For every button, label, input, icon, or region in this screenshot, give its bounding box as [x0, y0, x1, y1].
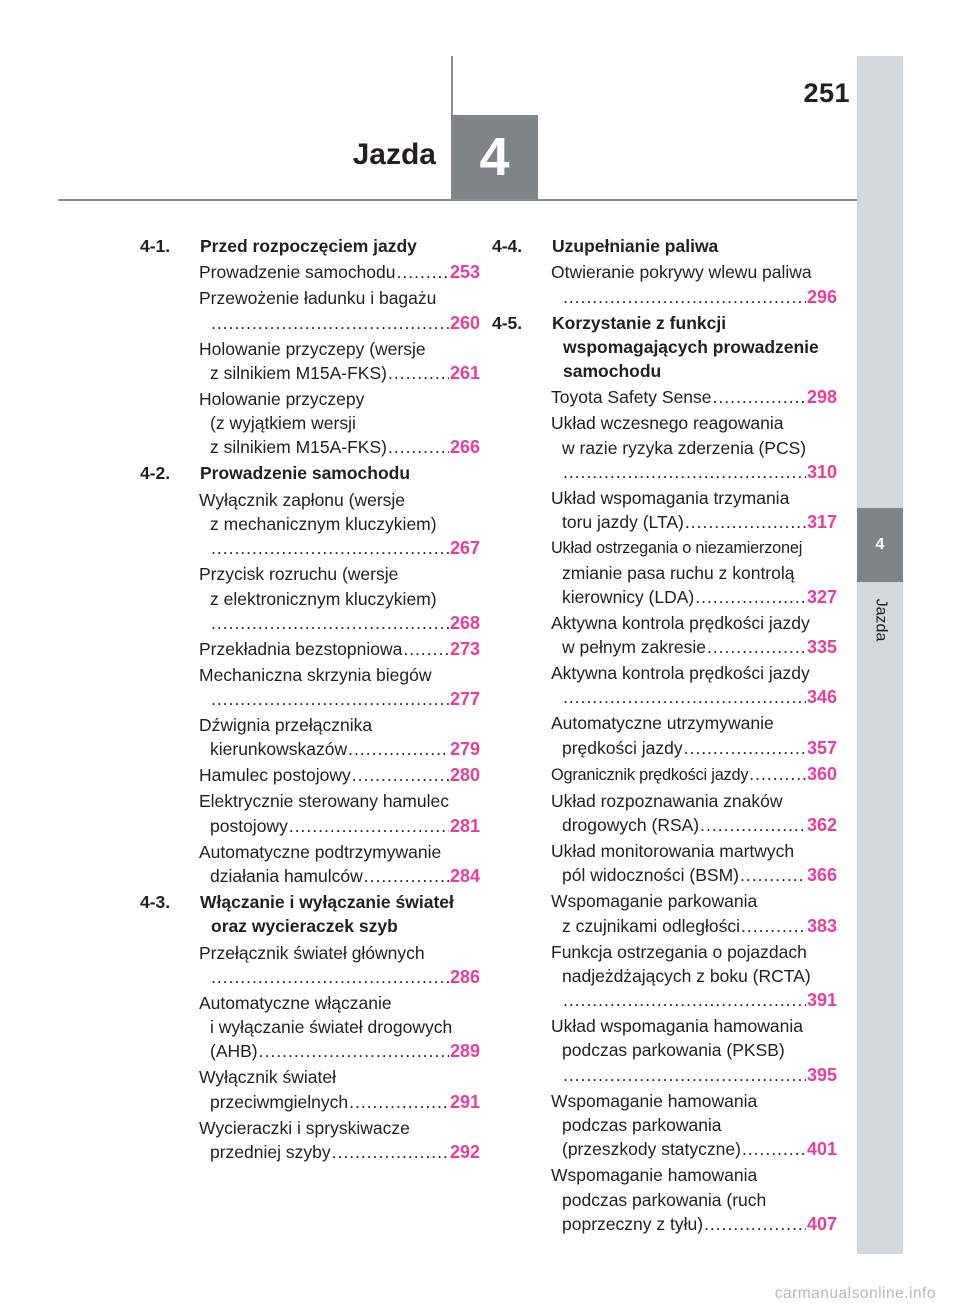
dot-leader — [388, 435, 449, 459]
page-link[interactable]: 310 — [806, 462, 837, 483]
toc-entry[interactable] — [140, 663, 480, 712]
entry-last-line — [551, 1137, 837, 1161]
page-number: 251 — [803, 78, 850, 108]
toc-entry[interactable] — [492, 260, 837, 309]
section-heading — [140, 234, 480, 258]
dot-leader — [563, 1063, 806, 1087]
watermark: carmanualsonline.info — [774, 1285, 936, 1302]
entry-text-line: (AHB) — [210, 1041, 258, 1062]
page-link[interactable]: 362 — [806, 815, 837, 836]
entry-text-line: z czujnikami odległości — [562, 915, 740, 936]
entry-last-line — [199, 763, 480, 787]
toc-entry[interactable] — [492, 486, 837, 535]
section-title-line: Uzupełnianie paliwa — [552, 236, 719, 256]
entry-text-line: przedniej szyby — [210, 1142, 331, 1162]
page-link[interactable]: 286 — [449, 966, 480, 987]
page-link[interactable]: 291 — [449, 1091, 480, 1112]
page-link[interactable]: 280 — [449, 765, 480, 786]
toc-entry[interactable] — [140, 488, 480, 561]
dot-leader — [349, 1090, 449, 1114]
section-heading — [140, 461, 480, 485]
toc-entry[interactable] — [492, 1089, 837, 1162]
dot-leader — [685, 510, 806, 534]
chapter-title: Jazda — [352, 138, 436, 171]
entry-text-line: Wspomaganie hamowania — [551, 1090, 758, 1111]
entry-text-line: Holowanie przyczepy — [199, 388, 365, 409]
entry-text-line: postojowy — [210, 815, 288, 836]
entry-text-line: Przycisk rozruchu (wersje — [199, 564, 399, 585]
toc-section — [492, 311, 837, 1237]
dot-leader — [332, 1140, 449, 1164]
chapter-number-box — [451, 115, 538, 199]
toc-section — [492, 234, 837, 309]
section-title-line: wspomagających prowadzenie — [563, 336, 819, 357]
entry-last-line — [551, 736, 837, 760]
page-link[interactable]: 360 — [806, 763, 837, 784]
entry-text-line: Układ wspomagania trzymania — [551, 488, 790, 509]
entry-text-line: prędkości jazdy — [562, 737, 683, 758]
section-title — [198, 461, 480, 485]
toc-entry[interactable] — [492, 385, 837, 409]
page-link[interactable]: 268 — [449, 612, 480, 633]
entry-text-line: drogowych (RSA) — [562, 815, 700, 836]
dot-leader — [364, 864, 449, 888]
dot-leader — [211, 687, 449, 711]
dot-leader — [211, 311, 449, 335]
entry-last-line — [199, 435, 480, 459]
toc-entry[interactable] — [140, 789, 480, 838]
page-link[interactable]: 266 — [449, 437, 480, 458]
entry-text-line: podczas parkowania (ruch — [562, 1189, 767, 1210]
side-tab-number: 4 — [875, 536, 885, 553]
entry-text-line: Dźwignia przełącznika — [199, 715, 373, 736]
page-link[interactable]: 395 — [806, 1064, 837, 1085]
toc-entry[interactable] — [140, 763, 480, 787]
entry-text-line: Automatyczne podtrzymywanie — [199, 841, 442, 862]
toc-entry[interactable] — [492, 611, 837, 660]
entry-last-line — [199, 687, 480, 711]
entry-last-line — [199, 737, 480, 761]
page-link[interactable]: 273 — [449, 638, 480, 659]
dot-leader — [211, 965, 449, 989]
dot-leader — [741, 914, 806, 938]
entry-text-line: Mechaniczna skrzynia biegów — [199, 664, 432, 685]
page-link[interactable]: 383 — [806, 915, 837, 936]
entry-last-line — [199, 311, 480, 335]
page-link[interactable]: 260 — [449, 312, 480, 333]
entry-text-line: Układ ostrzegania o niezamierzonej — [551, 539, 803, 558]
toc-entry[interactable] — [140, 713, 480, 762]
page-link[interactable]: 317 — [806, 512, 837, 533]
entry-last-line — [199, 611, 480, 635]
section-number: 4-4. — [492, 236, 523, 256]
page-link[interactable]: 281 — [449, 815, 480, 836]
toc-entry[interactable] — [140, 991, 480, 1064]
toc-entry[interactable] — [492, 789, 837, 838]
dot-leader — [563, 460, 806, 484]
page-link[interactable]: 261 — [449, 362, 480, 383]
side-label-text: Jazda — [871, 598, 889, 642]
entry-text-line: kierownicy (LDA) — [562, 586, 695, 607]
toc-entry[interactable] — [140, 337, 480, 386]
entry-text-line: z elektronicznym kluczykiem) — [210, 588, 437, 609]
dot-leader — [403, 637, 449, 661]
dot-leader — [684, 736, 806, 760]
entry-text-line: podczas parkowania (PKSB) — [562, 1040, 785, 1061]
dot-leader — [348, 737, 449, 761]
entry-text-line: Holowanie przyczepy (wersje — [199, 338, 426, 359]
page-link[interactable]: 401 — [806, 1139, 837, 1160]
dot-leader — [695, 585, 806, 609]
entry-last-line — [551, 762, 837, 787]
entry-text-line: pól widoczności (BSM) — [562, 865, 739, 886]
section-heading — [492, 234, 837, 258]
entry-text-line: Prowadzenie samochodu — [199, 262, 396, 283]
entry-last-line — [551, 1063, 837, 1087]
toc-entry[interactable] — [492, 411, 837, 484]
page-link[interactable]: 284 — [449, 865, 480, 886]
toc-entry[interactable] — [140, 1116, 480, 1165]
toc-entry[interactable] — [140, 637, 480, 661]
entry-text-line: Aktywna kontrola prędkości jazdy — [551, 663, 810, 684]
dot-leader — [563, 685, 806, 709]
entry-text-line: Elektrycznie sterowany hamulec — [199, 791, 449, 812]
entry-text-line: Automatyczne utrzymywanie — [551, 713, 774, 734]
entry-last-line — [199, 260, 480, 284]
entry-last-line — [199, 1039, 480, 1063]
toc-entry[interactable] — [140, 840, 480, 889]
dot-leader — [713, 385, 806, 409]
dot-leader — [289, 814, 449, 838]
entry-last-line — [199, 864, 480, 888]
toc-section — [140, 890, 480, 1164]
dot-leader — [707, 635, 806, 659]
section-title — [198, 890, 480, 939]
toc-entry[interactable] — [492, 762, 837, 787]
section-title — [550, 234, 837, 258]
entry-text-line: Ogranicznik prędkości jazdy — [551, 765, 749, 784]
entry-text-line: Automatyczne włączanie — [199, 992, 392, 1013]
page-link[interactable]: 335 — [806, 637, 837, 658]
entry-last-line — [199, 637, 480, 661]
dot-leader — [388, 361, 449, 385]
entry-text-line: nadjeżdżających z boku (RCTA) — [562, 965, 811, 986]
entry-text-line: Wspomaganie hamowania — [551, 1165, 758, 1186]
toc-entry[interactable] — [140, 562, 480, 635]
toc-entry[interactable] — [492, 711, 837, 760]
dot-leader — [211, 611, 449, 635]
chapter-number: 4 — [479, 127, 510, 187]
entry-text-line: Wspomaganie parkowania — [551, 891, 758, 912]
section-number: 4-5. — [492, 312, 523, 333]
toc-entry[interactable] — [492, 940, 837, 1013]
page-link[interactable]: 298 — [806, 387, 837, 408]
section-title-line: Włączanie i wyłączanie świateł — [200, 891, 454, 912]
section-title-line: Przed rozpoczęciem jazdy — [200, 236, 417, 256]
entry-last-line — [199, 361, 480, 385]
page-link[interactable]: 267 — [449, 538, 480, 559]
entry-text-line: Przewożenie ładunku i bagażu — [199, 288, 437, 309]
page-link[interactable]: 391 — [806, 990, 837, 1011]
toc-section — [140, 234, 480, 460]
entry-text-line: w pełnym zakresie — [562, 637, 706, 658]
dot-leader — [397, 260, 449, 284]
toc-entry[interactable] — [492, 661, 837, 710]
section-title-line: oraz wycieraczek szyb — [211, 916, 398, 937]
entry-last-line — [551, 460, 837, 484]
section-number: 4-1. — [140, 236, 171, 256]
toc-section — [140, 461, 480, 888]
entry-text-line: Układ wspomagania hamowania — [551, 1016, 803, 1037]
entry-text-line: Przekładnia bezstopniowa — [199, 638, 403, 659]
side-thumb-strip — [857, 56, 903, 1254]
entry-text-line: Przełącznik świateł głównych — [199, 942, 425, 963]
toc-entry[interactable] — [492, 839, 837, 888]
entry-text-line: Toyota Safety Sense — [551, 387, 712, 408]
dot-leader — [700, 813, 806, 837]
entry-last-line — [551, 635, 837, 659]
entry-text-line: Funkcja ostrzegania o pojazdach — [551, 941, 807, 962]
page-link[interactable]: 289 — [449, 1041, 480, 1062]
dot-leader — [211, 536, 449, 560]
dot-leader — [704, 1212, 806, 1236]
entry-text-line: z mechanicznym kluczykiem) — [210, 514, 437, 535]
page-link[interactable]: 327 — [806, 586, 837, 607]
entry-text-line: toru jazdy (LTA) — [562, 512, 684, 533]
entry-text-line: w razie ryzyka zderzenia (PCS) — [562, 437, 807, 458]
dot-leader — [740, 863, 806, 887]
page-link[interactable]: 279 — [449, 739, 480, 760]
toc-left-column — [140, 234, 480, 1166]
entry-text-line: Układ rozpoznawania znaków — [551, 790, 783, 811]
dot-leader — [259, 1039, 449, 1063]
page-link[interactable]: 357 — [806, 737, 837, 758]
section-title-line: Korzystanie z funkcji — [552, 312, 727, 333]
page-link[interactable]: 253 — [449, 262, 480, 283]
entry-text-line: Wycieraczki i spryskiwacze — [199, 1117, 410, 1138]
toc-right-column — [492, 234, 837, 1238]
entry-last-line — [199, 814, 480, 838]
section-title — [198, 234, 480, 258]
section-title — [550, 311, 837, 384]
toc-entry[interactable] — [492, 536, 837, 609]
dot-leader — [563, 988, 806, 1012]
entry-last-line — [551, 285, 837, 309]
entry-last-line — [199, 1140, 480, 1164]
side-chapter-tab[interactable] — [857, 508, 903, 582]
dot-leader — [563, 285, 806, 309]
page-link[interactable]: 292 — [449, 1142, 480, 1162]
entry-text-line: Wyłącznik świateł — [199, 1067, 336, 1088]
entry-text-line: Układ monitorowania martwych — [551, 841, 795, 861]
section-number: 4-2. — [140, 463, 171, 484]
dot-leader — [742, 1137, 806, 1161]
entry-text-line: z silnikiem M15A-FKS) — [210, 362, 387, 383]
entry-last-line — [551, 685, 837, 709]
dot-leader — [749, 762, 806, 786]
entry-text-line: podczas parkowania — [562, 1115, 722, 1136]
entry-text-line: działania hamulców — [210, 865, 363, 886]
entry-last-line — [551, 863, 837, 887]
section-heading — [492, 311, 837, 384]
entry-text-line: poprzeczny z tyłu) — [562, 1213, 704, 1234]
toc-entry[interactable] — [140, 286, 480, 335]
entry-last-line — [551, 585, 837, 609]
entry-text-line: Hamulec postojowy — [199, 765, 351, 786]
dot-leader — [352, 763, 449, 787]
page-link[interactable]: 346 — [806, 687, 837, 708]
page-link[interactable]: 366 — [806, 865, 837, 886]
entry-last-line — [199, 1090, 480, 1114]
section-number: 4-3. — [140, 891, 171, 912]
entry-text-line: (z wyjątkiem wersji — [210, 413, 356, 434]
page-link[interactable]: 277 — [449, 689, 480, 710]
page-link[interactable]: 407 — [806, 1213, 837, 1234]
entry-last-line — [551, 385, 837, 409]
entry-last-line — [551, 988, 837, 1012]
entry-last-line — [551, 1212, 837, 1236]
toc-entry[interactable] — [140, 941, 480, 990]
entry-last-line — [551, 813, 837, 837]
toc-entry[interactable] — [492, 1163, 837, 1236]
entry-text-line: przeciwmgielnych — [210, 1091, 349, 1112]
entry-text-line: Otwieranie pokrywy wlewu paliwa — [551, 262, 812, 283]
side-chapter-label — [857, 590, 903, 650]
entry-text-line: Wyłącznik zapłonu (wersje — [199, 489, 406, 510]
section-title-line: Prowadzenie samochodu — [200, 463, 411, 484]
page-link[interactable]: 296 — [806, 286, 837, 307]
entry-text-line: (przeszkody statyczne) — [562, 1139, 741, 1160]
toc-entry[interactable] — [492, 1014, 837, 1087]
toc-entry[interactable] — [140, 260, 480, 284]
toc-entry[interactable] — [140, 387, 480, 460]
toc-entry[interactable] — [492, 889, 837, 938]
entry-text-line: Aktywna kontrola prędkości jazdy — [551, 612, 810, 633]
entry-last-line — [551, 510, 837, 534]
entry-text-line: Układ wczesnego reagowania — [551, 413, 784, 434]
entry-last-line — [199, 536, 480, 560]
toc-entry[interactable] — [140, 1065, 480, 1114]
entry-text-line: kierunkowskazów — [210, 739, 348, 760]
header-horizontal-rule — [58, 199, 858, 201]
entry-text-line: i wyłączanie świateł drogowych — [210, 1017, 453, 1038]
entry-last-line — [199, 965, 480, 989]
entry-text-line: zmianie pasa ruchu z kontrolą — [562, 562, 795, 583]
entry-text-line: z silnikiem M15A-FKS) — [210, 437, 387, 458]
section-title-line: samochodu — [563, 361, 662, 382]
section-heading — [140, 890, 480, 939]
entry-last-line — [551, 914, 837, 938]
